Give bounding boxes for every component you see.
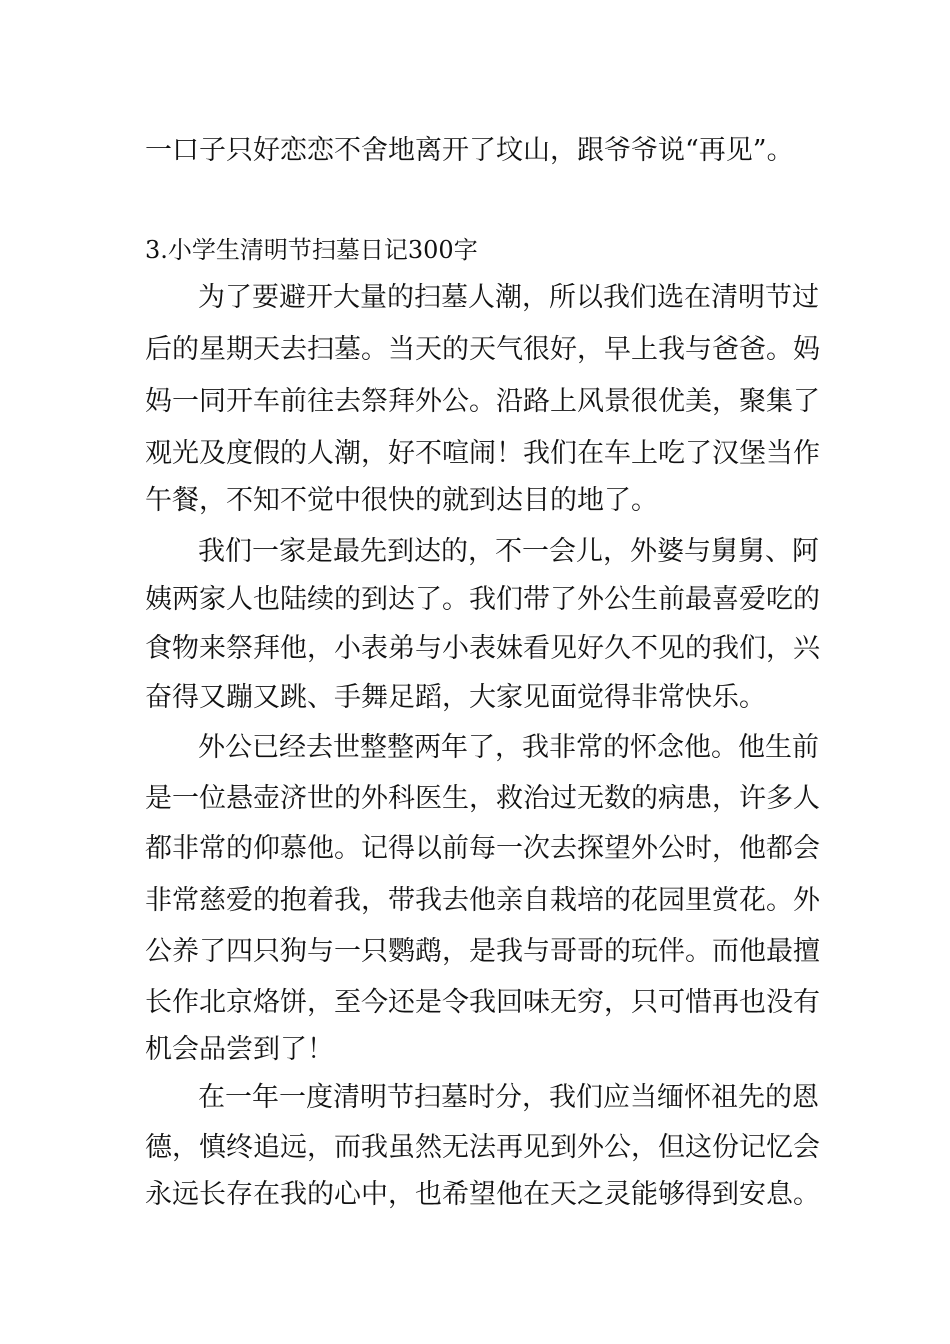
paragraph-4-line-1: 在一年一度清明节扫墓时分，我们应当缅怀祖先的恩 (198, 1082, 819, 1113)
paragraph-4-line-2: 德，慎终追远，而我虽然无法再见到外公，但这份记忆会 (145, 1132, 820, 1163)
paragraph-3-line-7: 机会品尝到了！ (145, 1034, 334, 1065)
paragraph-3-line-1: 外公已经去世整整两年了，我非常的怀念他。他生前 (198, 732, 819, 763)
paragraph-1-line-3: 妈一同开车前往去祭拜外公。沿路上风景很优美，聚集了 (145, 386, 820, 417)
paragraph-3-line-6: 长作北京烙饼，至今还是令我回味无穷，只可惜再也没有 (145, 987, 820, 1018)
paragraph-2-line-3: 食物来祭拜他，小表弟与小表妹看见好久不见的我们，兴 (145, 633, 820, 664)
paragraph-3-line-4: 非常慈爱的抱着我，带我去他亲自栽培的花园里赏花。外 (145, 885, 820, 916)
paragraph-1-line-5: 午餐，不知不觉中很快的就到达目的地了。 (145, 485, 658, 516)
paragraph-3-line-5: 公养了四只狗与一只鹦鹉，是我与哥哥的玩伴。而他最擅 (145, 936, 820, 967)
paragraph-2-line-2: 姨两家人也陆续的到达了。我们带了外公生前最喜爱吃的 (145, 584, 820, 615)
paragraph-3-line-2: 是一位悬壶济世的外科医生，救治过无数的病患，许多人 (145, 783, 820, 814)
paragraph-4-line-3: 永远长存在我的心中，也希望他在天之灵能够得到安息。 (145, 1179, 820, 1210)
paragraph-2-line-1: 我们一家是最先到达的，不一会儿，外婆与舅舅、阿 (198, 536, 819, 567)
section-title: 3.小学生清明节扫墓日记300字 (145, 236, 478, 264)
paragraph-1-line-4: 观光及度假的人潮，好不喧闹！我们在车上吃了汉堡当作 (145, 438, 820, 469)
paragraph-2-line-4: 奋得又蹦又跳、手舞足蹈，大家见面觉得非常快乐。 (145, 682, 766, 713)
paragraph-1-line-1: 为了要避开大量的扫墓人潮，所以我们选在清明节过 (198, 282, 819, 313)
paragraph-3-line-3: 都非常的仰慕他。记得以前每一次去探望外公时，他都会 (145, 833, 820, 864)
paragraph-1-line-2: 后的星期天去扫墓。当天的天气很好，早上我与爸爸。妈 (145, 334, 820, 365)
continuation-line: 一口子只好恋恋不舍地离开了坟山，跟爷爷说“再见”。 (145, 135, 794, 166)
